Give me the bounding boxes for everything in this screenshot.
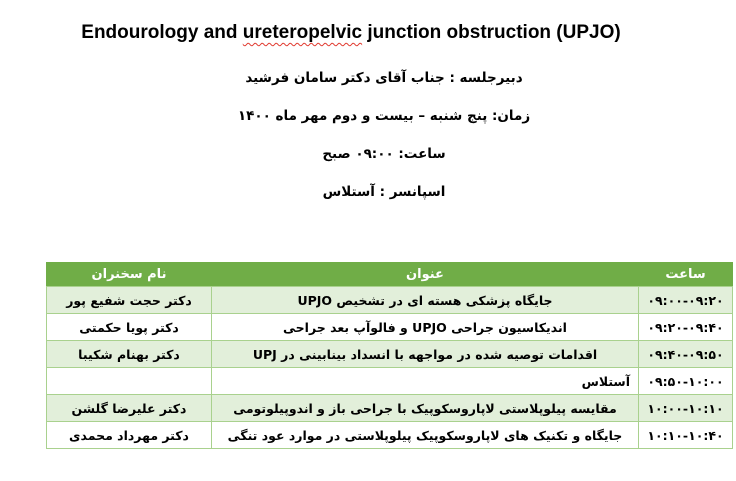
session-time: ۱۰:۰۰-۱۰:۱۰ bbox=[639, 395, 733, 422]
session-title: جایگاه و تکنیک های لاپاروسکوپیک پیلوپلاستی در موارد عود تنگی bbox=[212, 422, 639, 449]
session-speaker: دکتر علیرضا گلشن bbox=[47, 395, 212, 422]
table-row bbox=[47, 287, 733, 314]
start-time-line: ساعت: ۰۹:۰۰ صبح bbox=[322, 146, 446, 162]
session-time: ۱۰:۱۰-۱۰:۴۰ bbox=[639, 422, 733, 449]
table-header-row bbox=[47, 263, 733, 287]
date-line: زمان: پنج شنبه – بیست و دوم مهر ماه ۱۴۰۰ bbox=[237, 108, 531, 124]
meeting-details bbox=[16, 69, 736, 201]
session-speaker bbox=[47, 368, 212, 395]
page-title bbox=[0, 0, 719, 45]
title-spellcheck-word: ureteropelvic bbox=[242, 22, 363, 43]
session-speaker: دکتر بهنام شکیبا bbox=[47, 341, 212, 368]
title-text-start: Endourology and bbox=[81, 22, 243, 43]
session-speaker: دکتر مهرداد محمدی bbox=[47, 422, 212, 449]
table-row bbox=[47, 341, 733, 368]
session-title: جایگاه پزشکی هسته ای در تشخیص UPJO bbox=[212, 287, 639, 314]
column-header-time: ساعت bbox=[639, 263, 733, 287]
session-title: مقایسه پیلوپلاستی لاپاروسکوپیک با جراحی باز و اندوپیلوتومی bbox=[212, 395, 639, 422]
session-time: ۰۹:۴۰-۰۹:۵۰ bbox=[639, 341, 733, 368]
session-title: آستلاس bbox=[212, 368, 639, 395]
title-text-end: junction obstruction (UPJO) bbox=[362, 22, 621, 43]
table-row bbox=[47, 314, 733, 341]
column-header-title: عنوان bbox=[212, 263, 639, 287]
table-row bbox=[47, 368, 733, 395]
table-row bbox=[47, 395, 733, 422]
session-speaker: دکتر حجت شفیع پور bbox=[47, 287, 212, 314]
session-speaker: دکتر پویا حکمتی bbox=[47, 314, 212, 341]
table-row bbox=[47, 422, 733, 449]
secretary-line: دبیرجلسه : جناب آقای دکتر سامان فرشید bbox=[245, 70, 523, 86]
sponsor-line: اسپانسر : آستلاس bbox=[322, 184, 446, 200]
session-time: ۰۹:۵۰-۱۰:۰۰ bbox=[639, 368, 733, 395]
session-time: ۰۹:۰۰-۰۹:۲۰ bbox=[639, 287, 733, 314]
session-title: اقدامات توصیه شده در مواجهه با انسداد بینابینی در UPJ bbox=[212, 341, 639, 368]
session-title: اندیکاسیون جراحی UPJO و فالوآپ بعد جراحی bbox=[212, 314, 639, 341]
column-header-speaker: نام سخنران bbox=[47, 263, 212, 287]
schedule-table bbox=[46, 262, 733, 449]
session-time: ۰۹:۲۰-۰۹:۴۰ bbox=[639, 314, 733, 341]
schedule-table-container bbox=[46, 262, 733, 449]
